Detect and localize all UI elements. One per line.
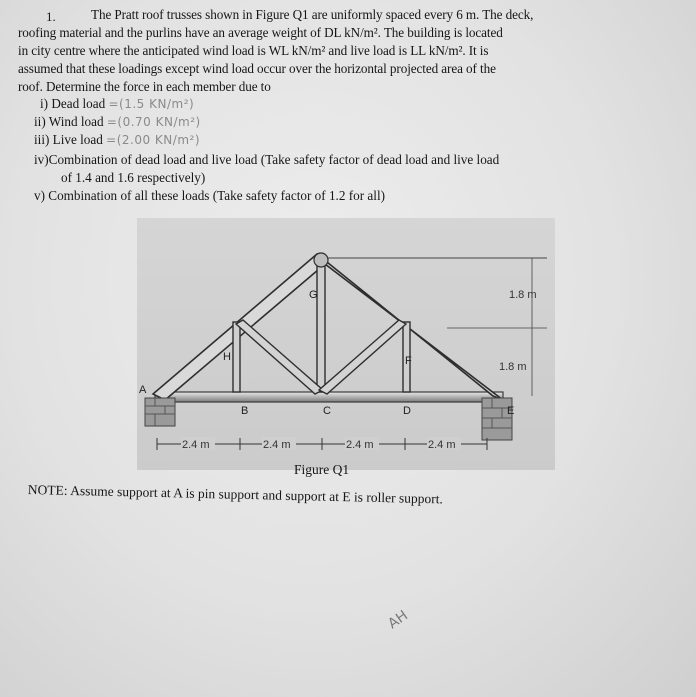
item-live-load	[34, 132, 200, 148]
support-note: NOTE: Assume support at A is pin support and support at E is roller support.	[27, 482, 444, 507]
height-label-upper: 1.8 m	[509, 289, 537, 301]
question-line-4: assumed that these loadings except wind load occur over the horizontal projected area of the	[18, 61, 496, 76]
label-node-B: B	[241, 405, 249, 417]
question-number: 1.	[46, 9, 56, 24]
truss-diagram	[137, 218, 555, 470]
member-HB	[233, 322, 240, 392]
handwritten-initials: AH	[385, 607, 411, 633]
label-node-F: F	[405, 355, 412, 367]
item-combination-dl-ll: iv)Combination of dead load and live load (Take safety factor of dead load and live load	[34, 152, 500, 167]
member-GC	[317, 264, 325, 392]
item-dead-load	[40, 96, 194, 112]
member-FC	[319, 320, 406, 394]
item-wind-load	[34, 114, 201, 130]
height-label-lower: 1.8 m	[499, 361, 527, 373]
item-wind-load-label: ii) Wind load	[34, 114, 104, 129]
item-dead-load-label: i) Dead load	[40, 96, 106, 111]
question-line-1: The Pratt roof trusses shown in Figure Q1 are uniformly spaced every 6 m. The deck,	[91, 7, 534, 22]
question-line-5: roof. Determine the force in each member due to	[18, 79, 271, 94]
span-label-2: 2.4 m	[263, 439, 291, 451]
label-node-H: H	[223, 351, 231, 363]
handwritten-wind-load: =(0.70 KN/m²)	[106, 115, 201, 129]
label-node-A: A	[139, 384, 147, 396]
handwritten-live-load: =(2.00 KN/m²)	[106, 133, 200, 147]
apex-joint	[314, 253, 328, 267]
item-live-load-label: iii) Live load	[34, 132, 103, 147]
label-node-C: C	[323, 405, 331, 417]
handwritten-dead-load: =(1.5 KN/m²)	[108, 97, 195, 111]
item-combination-all: v) Combination of all these loads (Take safety factor of 1.2 for all)	[34, 188, 385, 203]
span-label-4: 2.4 m	[428, 439, 456, 451]
question-line-3: in city centre where the anticipated wind load is WL kN/m² and live load is LL kN/m². It is	[18, 43, 489, 58]
span-label-1: 2.4 m	[182, 439, 210, 451]
support-A	[145, 398, 175, 426]
label-node-G: G	[309, 289, 318, 301]
member-HC	[236, 320, 323, 394]
question-line-2: roofing material and the purlins have an average weight of DL kN/m². The building is located	[18, 25, 503, 40]
label-node-D: D	[403, 405, 411, 417]
item-combination-dl-ll-cont: of 1.4 and 1.6 respectively)	[61, 170, 206, 185]
span-label-3: 2.4 m	[346, 439, 374, 451]
label-node-E: E	[507, 405, 515, 417]
bottom-chord	[155, 392, 503, 402]
truss-figure	[137, 218, 555, 470]
figure-caption: Figure Q1	[294, 462, 350, 477]
